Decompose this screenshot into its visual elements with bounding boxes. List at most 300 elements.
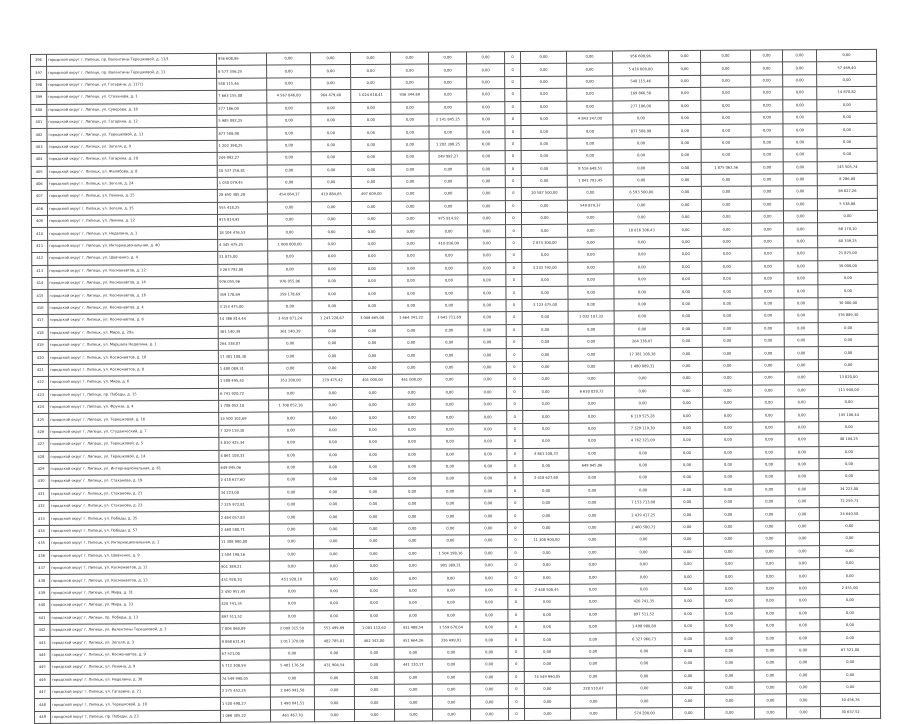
amount-cell: 2 448 500,45: [524, 584, 570, 597]
amount-cell: 975 814,92: [429, 213, 467, 226]
amount-cell: 0,00: [704, 570, 754, 583]
amount-cell: 0,00: [786, 682, 820, 695]
amount-cell: 0,00: [783, 149, 817, 162]
amount-cell: 0,00: [669, 75, 701, 88]
amount-cell: 0,00: [570, 658, 616, 671]
amount-cell: 0,00: [428, 52, 466, 65]
amount-cell: 0,00: [521, 212, 567, 225]
amount-cell: 0,00: [393, 486, 431, 499]
address-cell: городской округ г. Липецк, ул. Маршала Неделина, д. 1: [48, 338, 218, 351]
row-number-cell: 448: [34, 699, 50, 711]
amount-cell: 0,00: [754, 620, 786, 633]
amount-cell: 24 640,58: [819, 508, 879, 521]
amount-cell: 0,00: [754, 657, 786, 670]
amount-cell: 0,00: [394, 597, 432, 610]
amount-cell: 0: [506, 349, 522, 361]
amount-cell: 0,00: [353, 474, 393, 487]
amount-cell: 0,00: [524, 658, 570, 671]
amount-cell: 1 520 498,27: [220, 697, 270, 710]
amount-cell: 0,00: [313, 387, 353, 400]
amount-cell: 877 508,98: [613, 125, 669, 138]
amount-cell: 0: [507, 423, 523, 435]
amount-cell: 0,00: [467, 101, 505, 114]
amount-cell: 1 041 793,45: [567, 175, 613, 188]
amount-cell: 0,00: [702, 261, 752, 274]
amount-cell: 0,00: [668, 50, 700, 63]
amount-cell: 0,00: [311, 127, 351, 140]
amount-cell: 0,00: [351, 201, 391, 214]
amount-cell: 0,00: [430, 250, 468, 263]
amount-cell: 0,00: [470, 584, 508, 597]
amount-cell: 0,00: [672, 546, 704, 559]
amount-cell: 0,00: [314, 672, 354, 685]
amount-cell: 0,00: [672, 658, 704, 671]
amount-cell: 0,00: [753, 397, 785, 410]
amount-cell: 0,00: [269, 462, 313, 475]
amount-cell: 0,00: [523, 435, 569, 448]
amount-cell: 0,00: [470, 597, 508, 610]
amount-cell: 0,00: [313, 536, 353, 549]
amount-cell: 14 500 102,69: [219, 412, 269, 425]
amount-cell: 0,00: [313, 449, 353, 462]
amount-cell: 0: [505, 151, 521, 163]
amount-cell: 901 389,21: [432, 560, 470, 573]
amount-cell: 0,00: [268, 338, 312, 351]
address-cell: городской округ г. Липецк, ул. Победы, д. 35: [49, 512, 219, 525]
amount-cell: 0,00: [752, 298, 784, 311]
amount-cell: 0,00: [353, 387, 393, 400]
amount-cell: 0,00: [270, 548, 314, 561]
scanned-document-sheet: [30, 49, 879, 719]
amount-cell: 0,00: [394, 560, 432, 573]
amount-cell: 0,00: [568, 237, 614, 250]
address-cell: городской округ г. Липецк, ул. Суворова, д. 18: [47, 103, 217, 116]
amount-cell: 0,00: [702, 335, 752, 348]
amount-cell: 0,00: [313, 511, 353, 524]
amount-cell: 0,00: [311, 102, 351, 115]
amount-cell: 0,00: [669, 162, 701, 175]
amount-cell: 0,00: [267, 65, 311, 78]
address-cell: городской округ г. Липецк, ул. Космонавтов, д. 9: [50, 648, 220, 661]
address-cell: городской округ г. Липецк, ул. Фрунзе, д. 4: [49, 400, 219, 413]
address-cell: городской округ г. Липецк, ул. Терешковой, д. 14: [49, 450, 219, 463]
amount-cell: 0,00: [570, 670, 616, 683]
amount-cell: 401 000,00: [352, 374, 392, 387]
amount-cell: 0,00: [615, 484, 671, 497]
amount-cell: 2 275 452,25: [220, 685, 270, 698]
amount-cell: 57 469,40: [817, 62, 877, 75]
amount-cell: 4 345 475,25: [218, 239, 268, 252]
amount-cell: 0,00: [468, 262, 506, 275]
amount-cell: 0,00: [352, 362, 392, 375]
amount-cell: 0,00: [820, 632, 880, 645]
amount-cell: 0,00: [269, 412, 313, 425]
amount-cell: 0,00: [567, 138, 613, 151]
amount-cell: 1 050 079,45: [217, 177, 267, 190]
amount-cell: 0,00: [786, 669, 820, 682]
amount-cell: 0,00: [570, 584, 616, 597]
amount-cell: 0,00: [392, 362, 430, 375]
amount-cell: 0,00: [393, 535, 431, 548]
amount-cell: 0,00: [784, 236, 818, 249]
amount-cell: 0,00: [785, 421, 819, 434]
amount-cell: 0,00: [571, 708, 617, 721]
amount-cell: 0,00: [431, 424, 469, 437]
amount-cell: 0,00: [351, 151, 391, 164]
amount-cell: 0,00: [469, 535, 507, 548]
amount-cell: 0,00: [702, 286, 752, 299]
amount-cell: 74 549 990,05: [524, 671, 570, 684]
amount-cell: 0,00: [269, 536, 313, 549]
row-number-cell: 424: [33, 401, 49, 413]
amount-cell: 0,00: [785, 533, 819, 546]
amount-cell: 0,00: [701, 149, 751, 162]
amount-cell: 10 537 216,81: [217, 165, 267, 178]
row-number-cell: 419: [32, 339, 48, 351]
amount-cell: 976 055,96: [268, 276, 312, 289]
amount-cell: 0,00: [568, 262, 614, 275]
amount-cell: 0,00: [614, 249, 670, 262]
amount-cell: 897 511,52: [616, 608, 672, 621]
amount-cell: 0,00: [395, 709, 433, 722]
amount-cell: 0,00: [816, 49, 876, 62]
amount-cell: 74 549 990,05: [220, 673, 270, 686]
amount-cell: 3 641 711,69: [430, 312, 468, 325]
amount-cell: 0,00: [350, 52, 390, 65]
amount-cell: 0,00: [754, 595, 786, 608]
amount-cell: 264 338,07: [614, 336, 670, 349]
amount-cell: 0,00: [670, 335, 702, 348]
amount-cell: 1 202 398,25: [217, 140, 267, 153]
amount-cell: 0,00: [704, 546, 754, 559]
amount-cell: 18 016 306,43: [614, 224, 670, 237]
row-number-cell: 400: [31, 104, 47, 116]
amount-cell: 34 223,00: [819, 483, 879, 496]
amount-cell: 0,00: [818, 359, 878, 372]
amount-cell: 0,00: [783, 186, 817, 199]
amount-cell: 0,00: [311, 139, 351, 152]
amount-cell: 0,00: [616, 583, 672, 596]
amount-cell: 0,00: [782, 50, 816, 63]
amount-cell: 0,00: [817, 74, 877, 87]
address-cell: городской округ г. Липецк, ул. Космонавтов, д. 14: [48, 276, 218, 289]
amount-cell: 0,00: [521, 138, 567, 151]
amount-cell: 0,00: [754, 558, 786, 571]
amount-cell: 0,00: [703, 397, 753, 410]
amount-cell: 0,00: [353, 436, 393, 449]
amount-cell: 0,00: [672, 596, 704, 609]
amount-cell: 0,00: [470, 684, 508, 697]
row-number-cell: 438: [34, 575, 50, 587]
amount-cell: 0: [506, 312, 522, 324]
amount-cell: 0,00: [671, 534, 703, 547]
amount-cell: 0,00: [268, 263, 312, 276]
amount-cell: 0,00: [432, 647, 470, 660]
amount-cell: 2 418 627,60: [523, 472, 569, 485]
amount-cell: 11 308 900,00: [523, 534, 569, 547]
amount-cell: 0: [505, 126, 521, 138]
amount-cell: 0,00: [431, 411, 469, 424]
amount-cell: 0,00: [569, 509, 615, 522]
amount-cell: 0: [505, 200, 521, 212]
amount-cell: 0,00: [524, 572, 570, 585]
amount-cell: 0,00: [755, 707, 787, 720]
amount-cell: 0,00: [467, 126, 505, 139]
amount-cell: 0,00: [784, 285, 818, 298]
row-number-cell: 418: [32, 327, 48, 339]
address-cell: городской округ г. Липецк, ул. Валентины Терешковой, д. 3: [50, 623, 220, 636]
amount-cell: 145 106,44: [819, 409, 879, 422]
amount-cell: 0,00: [820, 557, 880, 570]
amount-cell: 0,00: [352, 350, 392, 363]
amount-cell: 0,00: [521, 101, 567, 114]
amount-cell: 0,00: [786, 620, 820, 633]
amount-cell: 0: [507, 386, 523, 398]
amount-cell: 0,00: [670, 311, 702, 324]
amount-cell: 0,00: [570, 596, 616, 609]
amount-cell: 0,00: [614, 286, 670, 299]
row-number-cell: 428: [33, 451, 49, 463]
row-number-cell: 417: [32, 315, 48, 327]
row-number-cell: 429: [33, 463, 49, 475]
amount-cell: 0,00: [521, 88, 567, 101]
amount-cell: 0,00: [270, 561, 314, 574]
amount-cell: 0,00: [269, 387, 313, 400]
amount-cell: 0,00: [566, 51, 612, 64]
amount-cell: 0,00: [613, 162, 669, 175]
amount-cell: 0,00: [394, 572, 432, 585]
amount-cell: 649 945,06: [219, 462, 269, 475]
amount-cell: 0,00: [467, 213, 505, 226]
amount-cell: 0,00: [752, 248, 784, 261]
amount-cell: 0,00: [671, 521, 703, 534]
amount-cell: 2 439 417,25: [615, 509, 671, 522]
amount-cell: 1 001 112,62: [354, 622, 394, 635]
amount-cell: 3 419 871,24: [268, 313, 312, 326]
amount-cell: 228 510,67: [570, 683, 616, 696]
amount-cell: 0,00: [269, 437, 313, 450]
amount-cell: 353 200,00: [268, 375, 312, 388]
address-cell: городской округ г. Липецк, пр. Валентины Терешковой, д. 11/1: [47, 53, 217, 66]
amount-cell: 0,00: [354, 647, 394, 660]
amount-cell: 0,00: [569, 472, 615, 485]
amount-cell: 0,00: [669, 199, 701, 212]
amount-cell: 0,00: [353, 486, 393, 499]
amount-cell: 0: [507, 522, 523, 534]
amount-cell: 0,00: [467, 138, 505, 151]
amount-cell: 0: [507, 436, 523, 448]
amount-cell: 0,00: [470, 671, 508, 684]
amount-cell: 0,00: [468, 374, 506, 387]
amount-cell: 359 178,69: [268, 288, 312, 301]
amount-cell: 0,00: [353, 511, 393, 524]
amount-cell: 1 559 670,64: [432, 622, 470, 635]
amount-cell: 0,00: [669, 137, 701, 150]
amount-cell: 0,00: [313, 412, 353, 425]
amount-cell: 0,00: [670, 224, 702, 237]
amount-cell: 0,00: [672, 695, 704, 708]
amount-cell: 0,00: [429, 126, 467, 139]
amount-cell: 277 186,00: [217, 103, 267, 116]
row-number-cell: 413: [32, 265, 48, 277]
amount-cell: 0,00: [614, 261, 670, 274]
amount-cell: 0,00: [466, 52, 504, 65]
amount-cell: 0,00: [469, 411, 507, 424]
row-number-cell: 443: [34, 637, 50, 649]
amount-cell: 0,00: [785, 409, 819, 422]
amount-cell: 0,00: [267, 102, 311, 115]
address-cell: городской округ г. Липецк, ул. Космонавтов, д. 6: [48, 314, 218, 327]
amount-cell: 1 504 198,16: [432, 547, 470, 560]
amount-cell: 0,00: [671, 509, 703, 522]
amount-cell: 0,00: [522, 349, 568, 362]
amount-cell: 0,00: [269, 474, 313, 487]
amount-cell: 0,00: [614, 311, 670, 324]
amount-cell: 359 178,69: [218, 288, 268, 301]
amount-cell: 0,00: [394, 696, 432, 709]
amount-cell: 0,00: [431, 535, 469, 548]
amount-cell: 0: [508, 634, 524, 646]
row-number-cell: 420: [32, 352, 48, 364]
address-cell: городской округ г. Липецк, пр. Победы, д. 23: [51, 710, 221, 723]
amount-cell: 0: [507, 411, 523, 423]
amount-cell: 0,00: [568, 324, 614, 337]
amount-cell: 0,00: [393, 473, 431, 486]
row-number-cell: 433: [33, 513, 49, 525]
amount-cell: 0,00: [704, 682, 754, 695]
amount-cell: 2 451,00: [820, 582, 880, 595]
address-cell: городской округ г. Липецк, ул. Стаханова, д. 1: [47, 91, 217, 104]
address-cell: городской округ г. Липецк, ул. Зегеля, д. 3: [50, 636, 220, 649]
amount-cell: 0,00: [523, 497, 569, 510]
amount-cell: 88 170,10: [818, 223, 878, 236]
amount-cell: 0,00: [670, 373, 702, 386]
amount-cell: 0,00: [819, 396, 879, 409]
amount-cell: 2 874 300,00: [522, 237, 568, 250]
amount-cell: 0,00: [431, 523, 469, 536]
amount-cell: 0,00: [523, 522, 569, 535]
amount-cell: 0,00: [754, 546, 786, 559]
amount-cell: 0: [506, 225, 522, 237]
amount-cell: 0,00: [817, 148, 877, 161]
amount-cell: 0,00: [615, 459, 671, 472]
address-cell: городской округ г. Липецк, ул. Мира, д. 31: [50, 586, 220, 599]
amount-cell: 0,00: [669, 88, 701, 101]
amount-cell: 0,00: [310, 53, 350, 66]
amount-cell: 67 521,00: [820, 644, 880, 657]
amount-cell: 0,00: [522, 274, 568, 287]
amount-cell: 0,00: [431, 399, 469, 412]
amount-cell: 0,00: [567, 88, 613, 101]
amount-cell: 0,00: [469, 399, 507, 412]
amount-cell: 574 200,00: [617, 707, 673, 720]
amount-cell: 0,00: [468, 287, 506, 300]
amount-cell: 0,00: [671, 472, 703, 485]
amount-cell: 169 866,58: [613, 88, 669, 101]
amount-cell: 0,00: [752, 335, 784, 348]
row-number-cell: 449: [35, 711, 51, 723]
amount-cell: 0,00: [752, 372, 784, 385]
amount-cell: 0,00: [392, 263, 430, 276]
amount-cell: 0,00: [613, 137, 669, 150]
amount-cell: 0,00: [312, 362, 352, 375]
amount-cell: 0,00: [616, 645, 672, 658]
amount-cell: 0,00: [672, 583, 704, 596]
amount-cell: 18 104 476,53: [218, 227, 268, 240]
amount-cell: 0,00: [703, 459, 753, 472]
amount-cell: 28 650 385,28: [217, 189, 267, 202]
address-cell: городской округ г. Липецк, ул. Мира, д. 33: [50, 599, 220, 612]
amount-cell: 0,00: [391, 213, 429, 226]
row-number-cell: 405: [31, 166, 47, 178]
row-number-cell: 441: [34, 612, 50, 624]
amount-cell: 0,00: [672, 682, 704, 695]
amount-cell: 0,00: [521, 76, 567, 89]
row-number-cell: 426: [33, 426, 49, 438]
amount-cell: 0,00: [432, 572, 470, 585]
amount-cell: 0,00: [313, 461, 353, 474]
amount-cell: 6 741 920,72: [219, 388, 269, 401]
amount-cell: 0,00: [313, 486, 353, 499]
amount-cell: 145 505,74: [817, 161, 877, 174]
amount-cell: 0,00: [673, 707, 705, 720]
amount-cell: 0,00: [391, 64, 429, 77]
amount-cell: 0,00: [432, 597, 470, 610]
amount-cell: 0,00: [394, 647, 432, 660]
amount-cell: 67 521,00: [220, 648, 270, 661]
amount-cell: 0,00: [311, 214, 351, 227]
amount-cell: 0,00: [311, 114, 351, 127]
amount-cell: 0,00: [783, 124, 817, 137]
amount-cell: 0,00: [314, 585, 354, 598]
amount-cell: 0,00: [314, 684, 354, 697]
row-number-cell: 408: [31, 203, 47, 215]
amount-cell: 0,00: [569, 534, 615, 547]
row-number-cell: 421: [32, 364, 48, 376]
amount-cell: 0: [505, 64, 521, 76]
amount-cell: 0,00: [701, 124, 751, 137]
amount-cell: 0,00: [312, 288, 352, 301]
amount-cell: 0,00: [818, 322, 878, 335]
amount-cell: 17 381 108,38: [218, 350, 268, 363]
amount-cell: 0,00: [352, 226, 392, 239]
amount-cell: 0,00: [702, 236, 752, 249]
amount-cell: 2 464 057,83: [219, 511, 269, 524]
amount-cell: 0,00: [569, 497, 615, 510]
amount-cell: 0,00: [524, 596, 570, 609]
amount-cell: 0,00: [353, 498, 393, 511]
amount-cell: 420 741,35: [616, 596, 672, 609]
amount-cell: 0,00: [432, 696, 470, 709]
amount-cell: 0,00: [352, 300, 392, 313]
amount-cell: 0: [505, 175, 521, 187]
amount-cell: 0,00: [615, 447, 671, 460]
amount-cell: 4 810 425,34: [219, 437, 269, 450]
amount-cell: 0,00: [312, 238, 352, 251]
row-number-cell: 431: [33, 488, 49, 500]
row-number-cell: 414: [32, 277, 48, 289]
amount-cell: 0,00: [568, 286, 614, 299]
amount-cell: 451 928,10: [220, 573, 270, 586]
amount-cell: 0,00: [703, 484, 753, 497]
amount-cell: 461 467,70: [271, 709, 315, 722]
amount-cell: 0,00: [353, 523, 393, 536]
amount-cell: 0,00: [433, 709, 471, 722]
amount-cell: 0,00: [312, 350, 352, 363]
amount-cell: 0,00: [753, 484, 785, 497]
amount-cell: 0,00: [751, 186, 783, 199]
row-number-cell: 411: [32, 240, 48, 252]
